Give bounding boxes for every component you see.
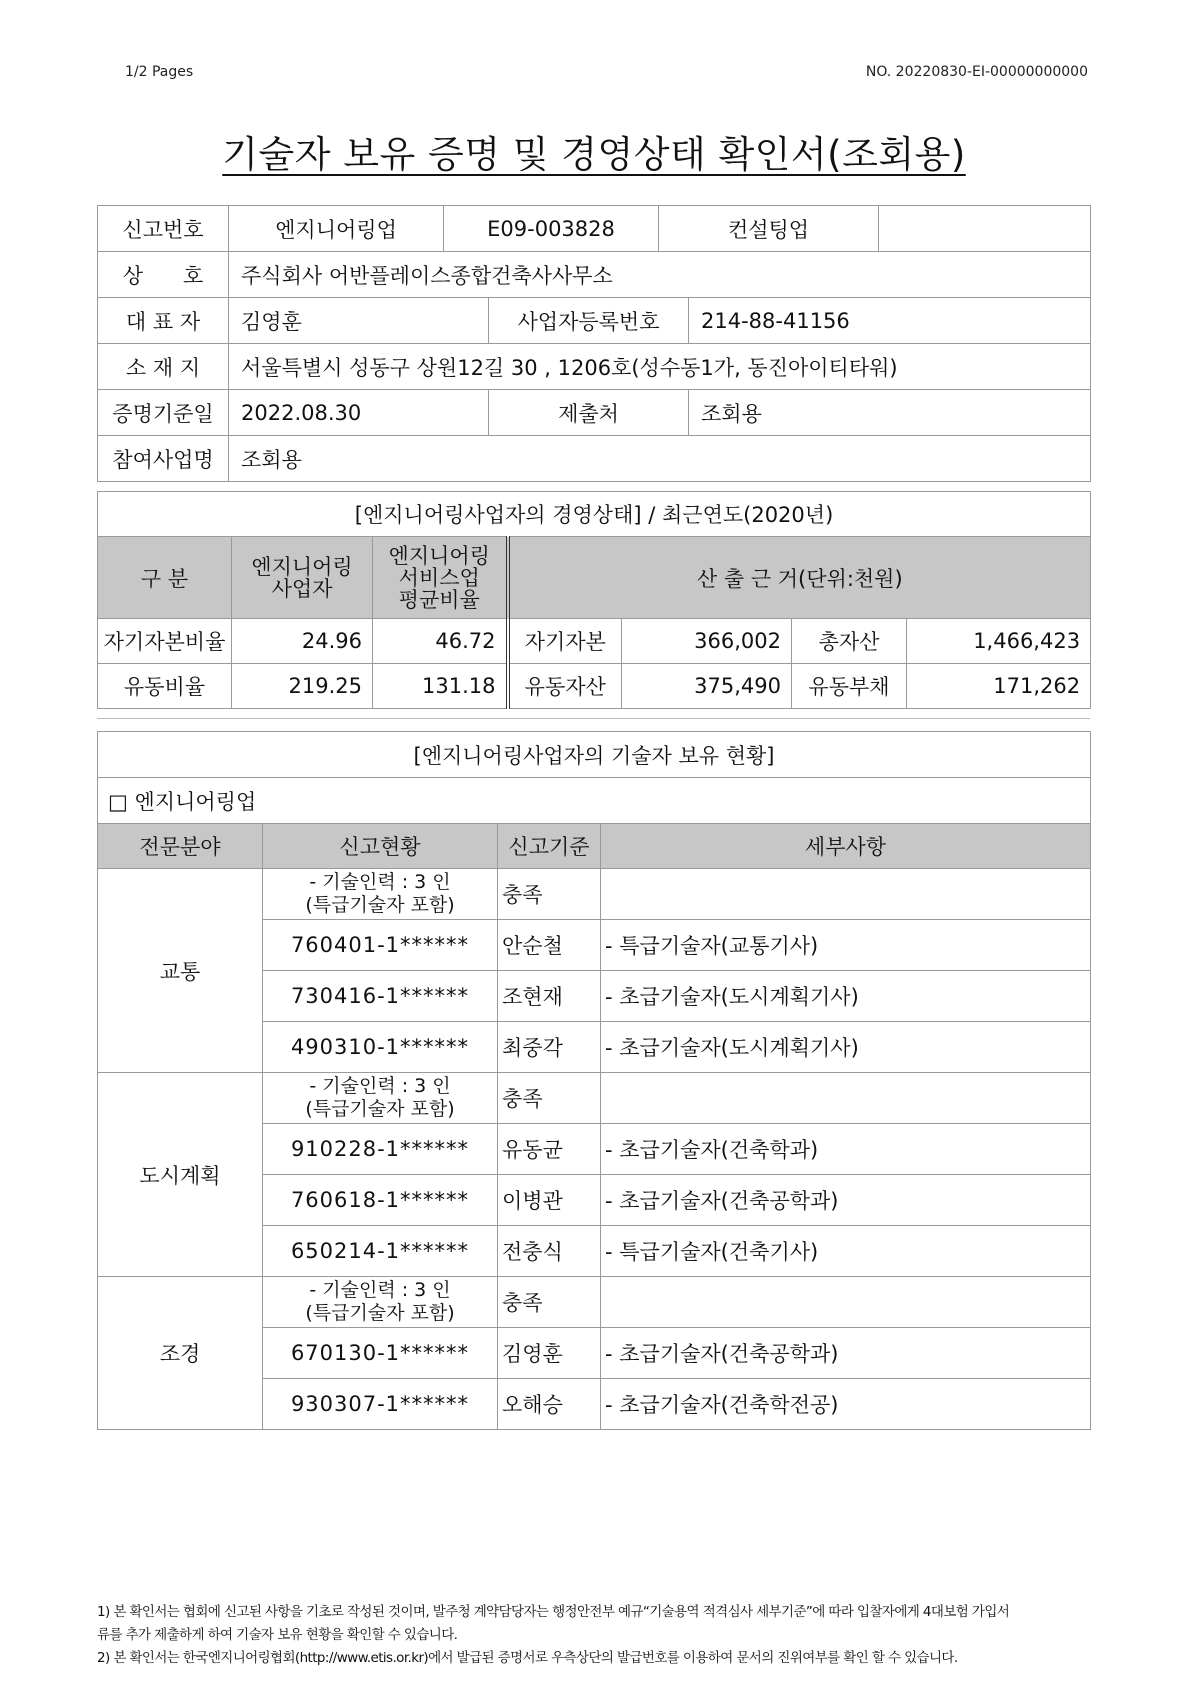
biz-no-label: 사업자등록번호 [489,298,689,344]
technician-id: 650214-1****** [263,1226,498,1277]
finance-row-value2: 1,466,423 [907,619,1091,664]
criteria-status: 충족 [498,1073,601,1124]
technician-detail: - 특급기술자(교통기사) [601,920,1091,971]
technician-id: 760618-1****** [263,1175,498,1226]
finance-table [97,491,1091,709]
document-number: NO. 20220830-EI-00000000000 [865,64,1088,80]
reg-no-label: 신고번호 [98,206,229,252]
detail-empty [601,869,1091,920]
biz-no: 214-88-41156 [689,298,1091,344]
finance-row-key2: 유동부채 [792,664,907,709]
technician-detail: - 특급기술자(건축기사) [601,1226,1091,1277]
finance-row-value1: 375,490 [622,664,792,709]
finance-row-key1: 자기자본 [508,619,622,664]
criteria-status: 충족 [498,1277,601,1328]
finance-row-key2: 총자산 [792,619,907,664]
finance-col-division: 구 분 [98,537,232,619]
certification-date: 2022.08.30 [229,390,489,436]
company-name: 주식회사 어반플레이스종합건축사사무소 [229,252,1091,298]
col-specialty: 전문분야 [98,824,263,869]
technician-id: 490310-1****** [263,1022,498,1073]
staff-summary: - 기술인력 : 3 인 (특급기술자 포함) [263,869,498,920]
finance-col-average: 엔지니어링 서비스업 평균비율 [373,537,508,619]
technician-name: 조현재 [498,971,601,1022]
submit-label: 제출처 [489,390,689,436]
document-title: 기술자 보유 증명 및 경영상태 확인서(조회용) [222,133,966,176]
technician-id: 760401-1****** [263,920,498,971]
specialty-name: 조경 [98,1277,263,1430]
table-row [98,869,1091,920]
technician-name: 안순철 [498,920,601,971]
finance-row-business: 24.96 [232,619,373,664]
technician-name: 오해승 [498,1379,601,1430]
technician-detail: - 초급기술자(도시계획기사) [601,1022,1091,1073]
col-criteria: 신고기준 [498,824,601,869]
technician-id: 910228-1****** [263,1124,498,1175]
business-type: 엔지니어링업 [229,206,444,252]
finance-row-value1: 366,002 [622,619,792,664]
extra-cell [879,206,1091,252]
finance-row-average: 46.72 [373,619,508,664]
criteria-status: 충족 [498,869,601,920]
project-label: 참여사업명 [98,436,229,482]
footnote-line: 2) 본 확인서는 한국엔지니어링협회(http://www.etis.or.kr)에서 발급된 증명서로 우측상단의 발급번호를 이용하여 문서의 진위여부를 확인 할 수 있습니다. [97,1650,958,1666]
technician-name: 유동균 [498,1124,601,1175]
technician-name: 김영훈 [498,1328,601,1379]
technician-detail: - 초급기술자(건축학과) [601,1124,1091,1175]
company-label: 상 호 [98,252,229,298]
finance-row-label: 자기자본비율 [98,619,232,664]
finance-row-average: 131.18 [373,664,508,709]
basic-info-table [97,205,1091,482]
technician-name: 최중각 [498,1022,601,1073]
technician-name: 전충식 [498,1226,601,1277]
finance-row-business: 219.25 [232,664,373,709]
specialty-name: 교통 [98,869,263,1073]
col-report-status: 신고현황 [263,824,498,869]
technician-detail: - 초급기술자(도시계획기사) [601,971,1091,1022]
project-name: 조회용 [229,436,1091,482]
table-row [98,1277,1091,1328]
technician-heading: [엔지니어링사업자의 기술자 보유 현황] [98,732,1091,778]
technician-name: 이병관 [498,1175,601,1226]
detail-empty [601,1277,1091,1328]
footnote-line: 류를 추가 제출하게 하여 기술자 보유 현황을 확인할 수 있습니다. [97,1627,458,1643]
finance-col-business: 엔지니어링 사업자 [232,537,373,619]
finance-col-basis: 산 출 근 거(단위:천원) [508,537,1091,619]
technician-id: 730416-1****** [263,971,498,1022]
table-row [98,1073,1091,1124]
technician-detail: - 초급기술자(건축공학과) [601,1175,1091,1226]
staff-summary: - 기술인력 : 3 인 (특급기술자 포함) [263,1277,498,1328]
field-name: 컨설팅업 [659,206,879,252]
representative-name: 김영훈 [229,298,489,344]
technician-detail: - 초급기술자(건축공학과) [601,1328,1091,1379]
page-indicator: 1/2 Pages [125,64,194,80]
finance-heading: [엔지니어링사업자의 경영상태] / 최근연도(2020년) [98,492,1091,537]
registration-code: E09-003828 [444,206,659,252]
submit-to: 조회용 [689,390,1091,436]
footnote-line: 1) 본 확인서는 협회에 신고된 사항을 기초로 작성된 것이며, 발주청 계약담당자는 행정안전부 예규“기술용역 적격심사 세부기준”에 따라 입찰자에게 4대보험 가입서 [97,1604,1010,1620]
technician-detail: - 초급기술자(건축학전공) [601,1379,1091,1430]
technician-id: 930307-1****** [263,1379,498,1430]
technician-id: 670130-1****** [263,1328,498,1379]
footnotes [97,1601,1097,1670]
technician-table [97,731,1091,1430]
finance-row [98,619,1091,664]
finance-row [98,664,1091,709]
section-divider [97,718,1090,719]
representative-label: 대 표 자 [98,298,229,344]
finance-row-value2: 171,262 [907,664,1091,709]
specialty-name: 도시계획 [98,1073,263,1277]
category-label: □ 엔지니어링업 [98,778,1091,824]
staff-summary: - 기술인력 : 3 인 (특급기술자 포함) [263,1073,498,1124]
col-details: 세부사항 [601,824,1091,869]
address-label: 소 재 지 [98,344,229,390]
finance-row-key1: 유동자산 [508,664,622,709]
date-label: 증명기준일 [98,390,229,436]
address: 서울특별시 성동구 상원12길 30 , 1206호(성수동1가, 동진아이티타워) [229,344,1091,390]
finance-row-label: 유동비율 [98,664,232,709]
detail-empty [601,1073,1091,1124]
